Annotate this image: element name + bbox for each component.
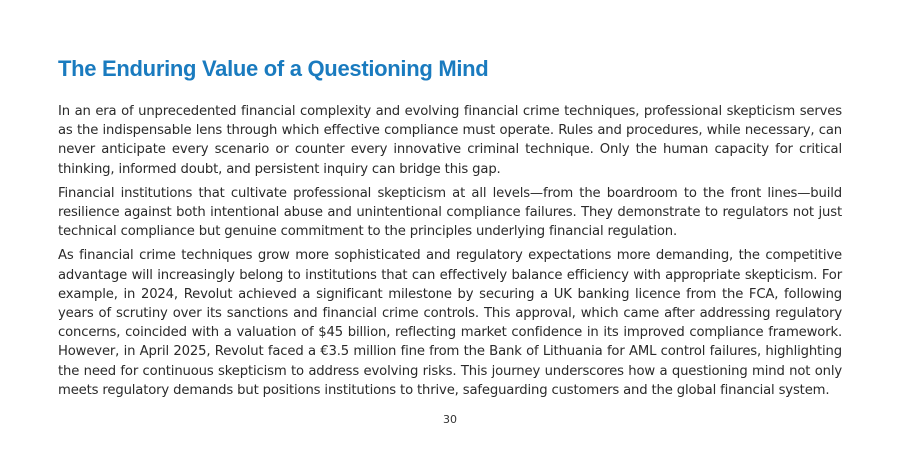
paragraph-1: In an era of unprecedented financial complexity and evolving financial crime techniques, professional skepticism serves as the indispensable lens through which effective compliance must operate. Rules and procedures, while necessary, can never anticipate every scenario or counter every innovative criminal technique. Only the human capacity for critical thinking, informed doubt, and persistent inquiry can bridge this gap.: [58, 104, 842, 177]
paragraph-3: As financial crime techniques grow more sophisticated and regulatory expectations more demanding, the competitive advantage will increasingly belong to institutions that can effectively balance efficiency with appropriate skepticism. For example, in 2024, Revolut achieved a significant milestone by securing a UK banking licence from the FCA, following years of scrutiny over its sanctions and financial crime controls. This approval, which came after addressing regulatory concerns, coincided with a valuation of $45 billion, reflecting market confidence in its improved compliance framework. However, in April 2025, Revolut faced a €3.5 million fine from the Bank of Lithuania for AML control failures, highlighting the need for continuous skepticism to address evolving risks. This journey underscores how a questioning mind not only meets regulatory demands but positions institutions to thrive, safeguarding customers and the global financial system.: [58, 248, 842, 398]
body-text: [58, 102, 842, 398]
page-number: 30: [443, 413, 457, 426]
section-heading: The Enduring Value of a Questioning Mind: [58, 56, 489, 81]
paragraph-2: Financial institutions that cultivate professional skepticism at all levels—from the boardroom to the front lines—build resilience against both intentional abuse and unintentional compliance failures. They demonstrate to regulators not just technical compliance but genuine commitment to the principles underlying financial regulation.: [58, 185, 842, 240]
